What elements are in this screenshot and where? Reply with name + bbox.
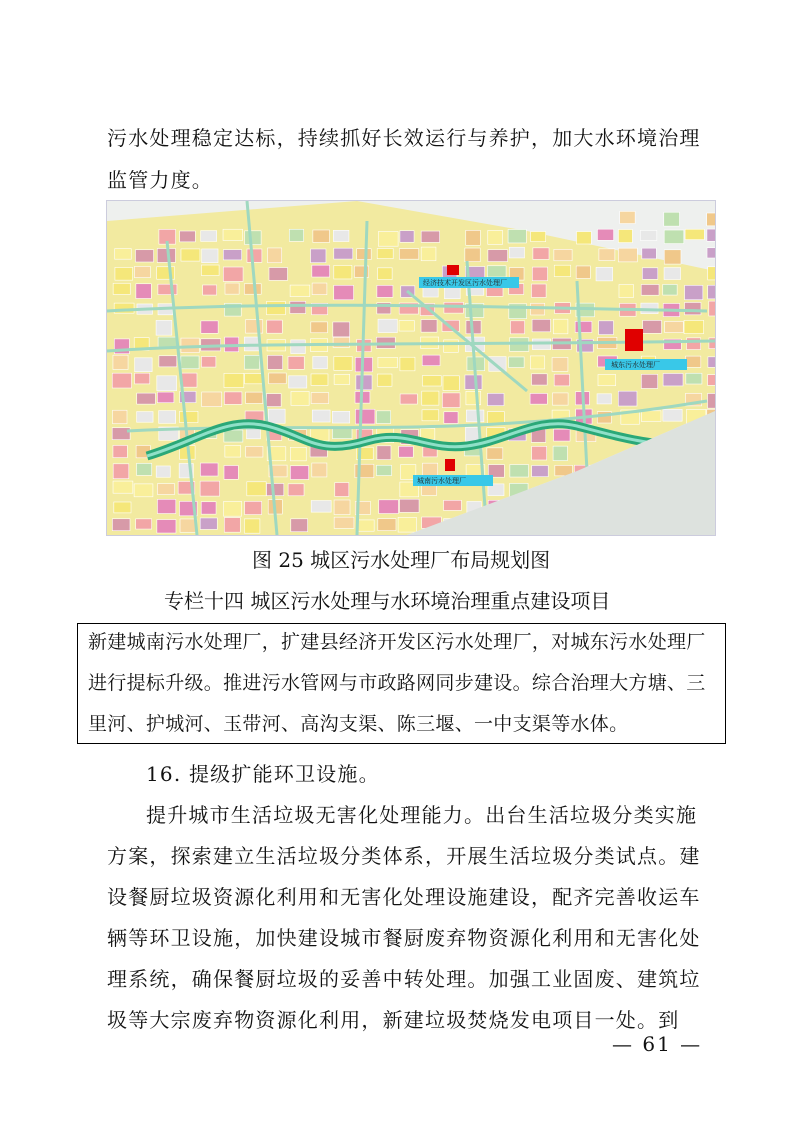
land-block [378, 357, 398, 367]
land-block [202, 392, 222, 407]
land-block [554, 429, 570, 441]
column-line: 新建城南污水处理厂，扩建县经济开发区污水处理厂，对城东污水处理厂 [88, 631, 706, 653]
land-block [465, 375, 482, 389]
land-block [664, 212, 680, 226]
land-block [442, 393, 460, 408]
land-block [157, 499, 175, 513]
land-block [244, 284, 261, 294]
land-block [554, 249, 572, 260]
land-block [115, 249, 132, 260]
land-block [311, 322, 328, 333]
land-block [312, 265, 330, 277]
land-block [224, 518, 240, 533]
land-block [181, 249, 200, 261]
land-block [641, 411, 661, 422]
land-block [508, 229, 526, 242]
land-block [421, 247, 436, 261]
land-block [707, 213, 715, 226]
land-block [267, 320, 283, 333]
land-block [244, 519, 259, 533]
figure-caption: 图 25 城区污水处理厂布局规划图 [252, 548, 551, 572]
land-block [489, 357, 506, 372]
land-block [554, 265, 570, 276]
paragraph-line: 辆等环卫设施，加快建设城市餐厨废弃物资源化利用和无害化处 [107, 926, 701, 950]
land-block [334, 500, 350, 515]
land-block [311, 374, 328, 385]
land-block [201, 502, 216, 514]
paragraph-line: 圾等大宗废弃物资源化利用，新建垃圾焚烧发电项目一处。到 [107, 1008, 680, 1032]
land-block [334, 374, 350, 384]
land-block [269, 373, 286, 384]
land-block [400, 357, 415, 371]
page-number: — 61 — [612, 1032, 703, 1056]
land-block [465, 248, 480, 262]
land-block [180, 411, 198, 422]
land-block [686, 373, 702, 384]
land-block [355, 409, 374, 424]
land-block [400, 499, 420, 512]
land-block [399, 446, 414, 457]
land-block [156, 320, 172, 335]
land-block [245, 231, 261, 245]
land-block [378, 519, 396, 531]
land-block [552, 393, 568, 405]
land-block [685, 229, 704, 239]
land-block [553, 446, 567, 460]
land-block [313, 230, 330, 242]
land-block [553, 319, 568, 334]
land-block [487, 266, 506, 277]
land-block [223, 250, 241, 260]
land-block [642, 248, 657, 259]
land-block [136, 519, 152, 529]
land-block [311, 393, 329, 404]
land-block [422, 355, 440, 366]
land-block [685, 285, 703, 299]
east-plant-marker [625, 329, 643, 351]
land-block [268, 248, 282, 263]
land-block [379, 500, 399, 514]
land-block [246, 392, 263, 403]
land-block [422, 391, 439, 405]
land-block [157, 392, 174, 403]
land-block [135, 250, 153, 262]
land-block [597, 229, 613, 240]
land-block [200, 518, 217, 529]
land-block [399, 321, 414, 332]
land-block [113, 410, 127, 423]
land-block [247, 249, 262, 262]
land-block [312, 463, 327, 477]
land-block [708, 357, 715, 368]
land-block [268, 355, 283, 369]
land-block [378, 232, 398, 247]
land-block [640, 230, 656, 240]
land-block [333, 337, 350, 347]
land-block [708, 393, 715, 408]
land-block [530, 356, 544, 369]
land-block [400, 394, 417, 404]
land-block [531, 284, 546, 297]
north-plant-marker [447, 265, 459, 275]
land-block [531, 231, 546, 241]
land-block [576, 266, 590, 278]
land-block [157, 248, 175, 262]
land-block [377, 285, 393, 297]
column-box [77, 623, 726, 744]
land-block [136, 284, 151, 299]
land-block [223, 267, 243, 281]
land-block [332, 428, 352, 438]
land-block [334, 248, 353, 259]
land-block [618, 248, 637, 262]
land-block [664, 250, 681, 264]
land-block [597, 394, 611, 404]
land-block [357, 249, 372, 260]
land-block [709, 301, 715, 316]
land-block [112, 519, 130, 531]
column-title: 专栏十四 城区污水处理与水环境治理重点建设项目 [164, 589, 611, 613]
land-block [641, 285, 659, 296]
paragraph-line: 提升城市生活垃圾无害化处理能力。出台生活垃圾分类实施 [146, 803, 698, 827]
land-block [112, 373, 131, 388]
land-block [246, 446, 263, 457]
land-block [400, 231, 414, 243]
land-block [135, 373, 150, 384]
land-block [266, 483, 283, 495]
land-block [334, 285, 354, 299]
land-block [157, 484, 174, 495]
city-sewage-plant-map [106, 200, 716, 536]
land-block [685, 302, 701, 314]
land-block [422, 410, 439, 421]
land-block [269, 268, 288, 281]
land-block [203, 285, 217, 295]
section-heading: 16. 提级扩能环卫设施。 [146, 762, 380, 786]
paragraph-line: 监管力度。 [107, 168, 213, 192]
land-block [290, 447, 306, 461]
land-block [223, 229, 243, 240]
land-block [201, 357, 215, 368]
land-block [533, 248, 549, 260]
land-block [137, 393, 156, 404]
east-plant-label: 城东污水处理厂 [611, 361, 660, 369]
land-block [663, 409, 682, 421]
land-block [509, 247, 524, 258]
land-block [311, 249, 326, 263]
land-block [488, 230, 503, 244]
land-block [709, 338, 715, 349]
land-block [156, 466, 170, 477]
land-block [377, 249, 393, 259]
land-block [421, 320, 437, 333]
land-block [378, 319, 397, 332]
land-block [532, 319, 550, 331]
land-block [312, 283, 327, 295]
land-block [641, 374, 657, 388]
land-block [225, 283, 239, 294]
land-block [707, 229, 715, 241]
land-block [181, 356, 199, 369]
land-block [466, 230, 481, 245]
paragraph-line: 设餐厨垃圾资源化利用和无害化处理设施建设，配齐完善收运车 [107, 885, 701, 909]
land-block [113, 283, 130, 294]
land-block [356, 375, 372, 390]
land-block [113, 481, 133, 493]
land-block [334, 356, 352, 370]
land-block [487, 393, 504, 405]
land-block [554, 374, 569, 386]
land-block [224, 430, 243, 442]
south-plant-label: 城南污水处理厂 [417, 477, 466, 485]
land-block [201, 321, 218, 333]
land-block [333, 322, 350, 337]
land-block [291, 391, 309, 405]
land-block [268, 409, 285, 423]
land-block [376, 411, 390, 424]
column-line: 进行提标升级。推进污水管网与市政路网同步建设。综合治理大方塘、三 [88, 672, 706, 694]
land-block [663, 373, 683, 385]
land-block [135, 358, 153, 372]
land-block [532, 267, 547, 281]
land-block [288, 356, 304, 369]
land-block [399, 249, 418, 260]
land-block [245, 501, 262, 514]
land-block [599, 249, 615, 261]
land-block [398, 517, 416, 532]
land-block [552, 357, 568, 371]
land-block [289, 376, 307, 388]
land-block [245, 374, 264, 384]
land-block [312, 410, 330, 422]
land-block [444, 500, 462, 510]
land-block [684, 320, 704, 333]
land-block [313, 356, 328, 368]
land-block [332, 411, 349, 423]
land-block [376, 465, 391, 475]
land-block [663, 284, 677, 295]
land-block [202, 249, 218, 263]
land-block [510, 465, 529, 477]
land-block [158, 284, 177, 294]
land-block [620, 211, 635, 223]
land-block [619, 285, 633, 298]
land-block [708, 375, 715, 386]
land-block [113, 445, 127, 457]
land-block [708, 267, 715, 280]
land-block [686, 356, 701, 367]
land-block [642, 268, 657, 280]
south-plant-marker [445, 459, 455, 471]
land-block [158, 337, 177, 347]
land-block [378, 268, 393, 280]
land-block [618, 229, 632, 242]
land-block [510, 321, 524, 334]
paragraph-line: 方案，探索建立生活垃圾分类体系，开展生活垃圾分类试点。建 [107, 844, 701, 868]
land-block [664, 230, 684, 244]
land-block [137, 412, 153, 423]
land-block [224, 373, 244, 387]
land-block [201, 231, 217, 242]
land-block [200, 481, 219, 496]
land-block [575, 321, 592, 332]
land-block [422, 463, 437, 477]
land-block [599, 321, 614, 335]
land-block [466, 410, 484, 422]
land-block [707, 248, 715, 258]
land-block [247, 482, 266, 496]
land-block [443, 376, 459, 391]
north-plant-label: 经济技术开发区污水处理厂 [423, 279, 507, 287]
land-block [665, 321, 684, 332]
paragraph-line: 理系统，确保餐厨垃圾的妥善中转处理。加强工业固废、建筑垃 [107, 967, 701, 991]
paragraph-line: 污水处理稳定达标，持续抓好长效运行与养护，加大水环境治理 [107, 126, 701, 150]
land-block [288, 484, 304, 496]
land-block [708, 285, 715, 299]
land-block [200, 463, 218, 476]
land-block [224, 392, 242, 404]
land-block [134, 484, 153, 497]
land-block [290, 285, 310, 297]
land-block [157, 520, 176, 533]
column-line: 里河、护城河、玉带河、高沟支渠、陈三堰、一中支渠等水体。 [88, 713, 629, 735]
land-block [291, 519, 308, 532]
land-block [357, 520, 374, 531]
land-block [422, 376, 441, 386]
land-block [598, 375, 616, 386]
land-block [576, 232, 591, 244]
land-block [114, 502, 131, 513]
land-block [224, 466, 238, 480]
land-block [113, 355, 128, 369]
land-block [134, 266, 150, 277]
land-block [377, 446, 391, 460]
land-block [596, 267, 613, 281]
land-block [333, 230, 349, 241]
land-block [244, 355, 259, 369]
land-block [113, 464, 129, 479]
land-block [159, 411, 176, 424]
land-block [487, 448, 503, 459]
land-block [444, 412, 458, 424]
land-block [530, 393, 547, 404]
land-block [488, 250, 508, 262]
land-block [532, 465, 549, 476]
land-block [444, 340, 459, 352]
land-block [421, 231, 439, 242]
land-block [289, 229, 303, 241]
land-block [291, 340, 306, 354]
land-block [266, 301, 285, 314]
land-block [377, 374, 392, 386]
land-block [225, 445, 241, 457]
land-block [465, 427, 479, 441]
land-block [290, 301, 306, 313]
land-block [532, 446, 547, 460]
land-block [687, 338, 701, 350]
land-block [159, 356, 177, 367]
land-block [335, 483, 349, 497]
land-block [334, 517, 354, 528]
land-block [157, 376, 177, 391]
land-block [201, 265, 219, 275]
land-block [618, 391, 637, 406]
land-block [180, 231, 196, 242]
land-block [224, 501, 242, 516]
land-block [532, 374, 548, 385]
land-block [290, 466, 308, 480]
land-block [643, 320, 662, 333]
land-block [664, 268, 680, 280]
land-block [311, 501, 331, 513]
land-block [509, 357, 525, 368]
land-block [115, 267, 133, 280]
land-block [334, 265, 352, 279]
land-block [266, 394, 281, 407]
land-block [137, 463, 152, 475]
